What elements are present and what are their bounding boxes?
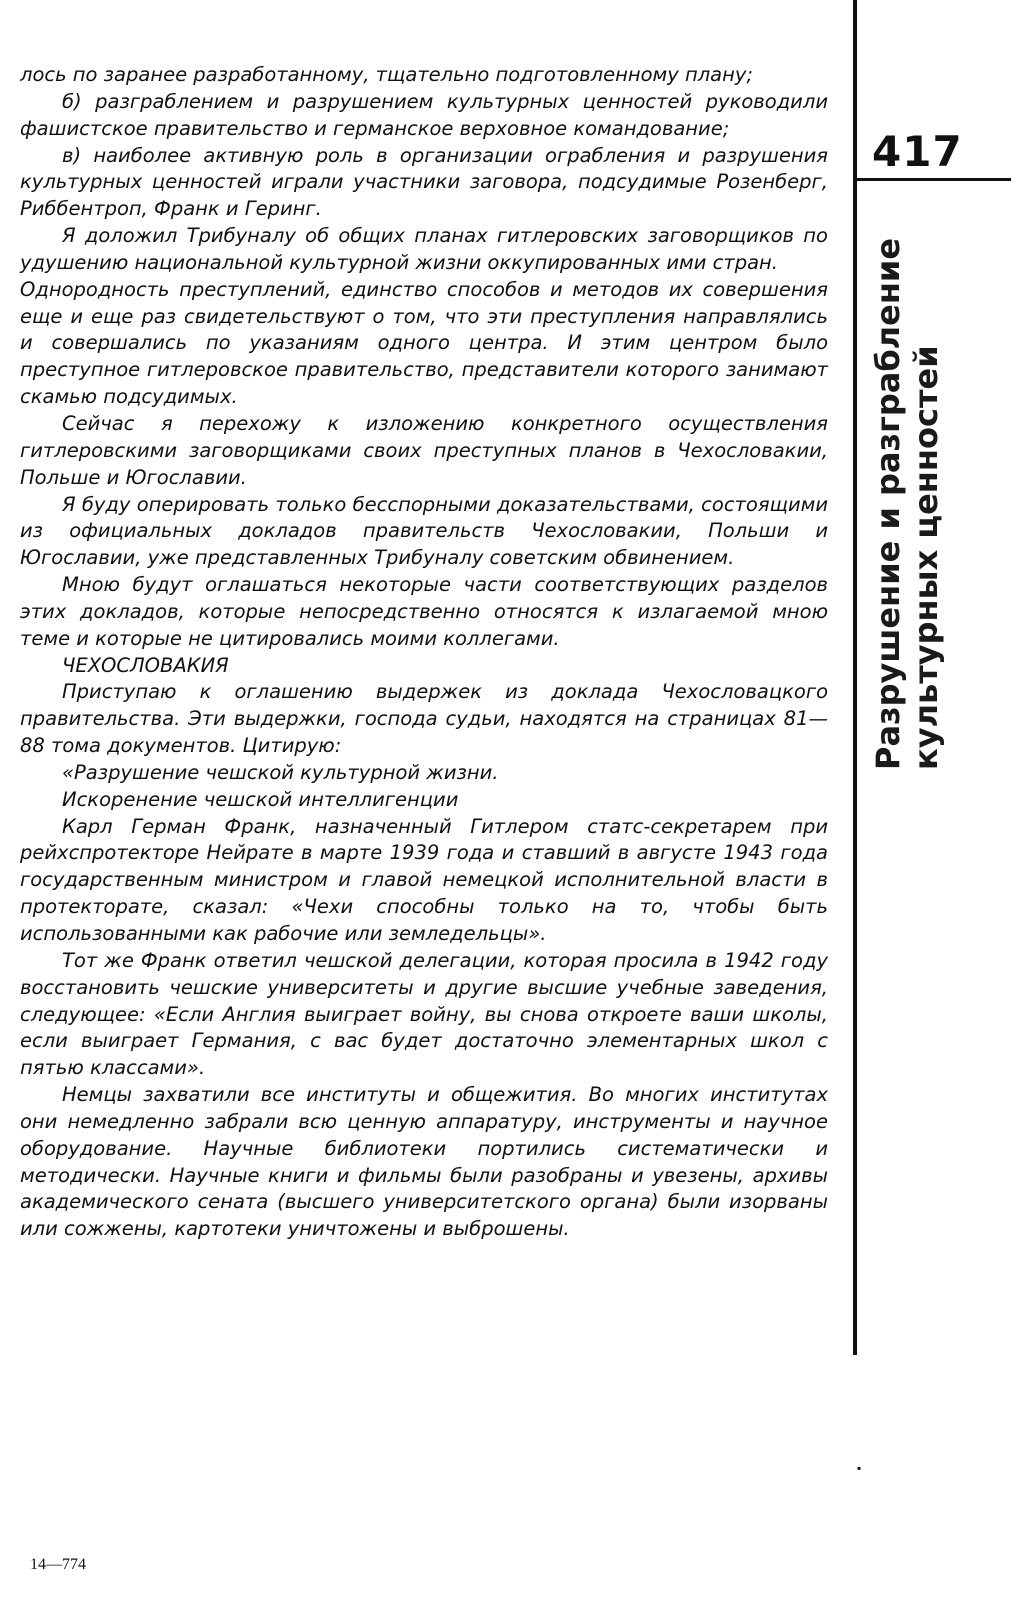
paragraph-4: Я доложил Трибуналу об общих планах гитлеровских заговорщиков по удушению национальной культурной жизни оккупированных ими стран. [20, 224, 828, 274]
paragraph-5: Однородность преступлений, единство способов и методов их совершения еще и еще раз свидетельствуют о том, что эти преступления направлялись и совершались по указаниям одного центра. И этим центром было преступное гитлеровское правительство, представители которого занимают скамью подсудимых. [20, 277, 828, 409]
running-head-line-1: Разрушение и разграбление [869, 237, 907, 770]
paragraph-14: Тот же Франк ответил чешской делегации, которая просила в 1942 году восстановить чешские университеты и другие высшие учебные заведения, следующее: «Если Англия выиграет войну, вы снова откроете ваши школы, если выиграет Германия, с вас будет достаточно элементарных школ с пятью классами». [20, 948, 828, 1080]
section-heading: ЧЕХОСЛОВАКИЯ [62, 653, 229, 677]
paragraph-3: в) наиболее активную роль в организации ограбления и разрушения культурных ценностей играли участники заговора, подсудимые Розенберг, Риббентроп, Франк и Геринг. [20, 143, 828, 221]
paragraph-7: Я буду оперировать только бесспорными доказательствами, состоящими из официальных докладов правительств Чехословакии, Польши и Югославии, уже представленных Трибуналу советским обвинением. [20, 492, 828, 570]
page-number: 417 [872, 127, 963, 176]
margin-vertical-rule [853, 0, 857, 1355]
paragraph-1: лось по заранее разработанному, тщательно подготовленному плану; [20, 63, 753, 86]
main-text-column [20, 62, 828, 1243]
paragraph-11: «Разрушение чешской культурной жизни. [62, 760, 499, 784]
margin-dot-mark: ▪ [857, 1461, 862, 1475]
paragraph-10: Приступаю к оглашению выдержек из доклада Чехословацкого правительства. Эти выдержки, господа судьи, находятся на страницах 81—88 тома документов. Цитирую: [20, 680, 828, 758]
paragraph-8: Мною будут оглашаться некоторые части соответствующих разделов этих докладов, которые непосредственно относятся к излагаемой мною теме и которые не цитировались моими коллегами. [20, 573, 828, 650]
paragraph-15: Немцы захватили все институты и общежития. Во многих институтах они немедленно забрали всю ценную аппаратуру, инструменты и научное оборудование. Научные библиотеки портились систематически и методически. Научные книги и фильмы были разобраны и увезены, архивы академического сената (высшего университетского органа) были изорваны или сожжены, картотеки уничтожены и выброшены. [20, 1083, 828, 1241]
running-head [870, 210, 946, 770]
paragraph-2: б) разграблением и разрушением культурных ценностей руководили фашистское правительство и германское верховное командование; [20, 89, 828, 140]
page-number-rule [853, 178, 1011, 181]
paragraph-13: Карл Герман Франк, назначенный Гитлером статс-секретарем при рейхспротекторе Нейрате в марте 1939 года и ставший в августе 1943 года государственным министром и главой немецкой исполнительной власти в протекторате, сказал: «Чехи способны только на то, чтобы быть использованными как рабочие или земледельцы». [20, 814, 828, 945]
printer-signature: 14—774 [30, 1556, 86, 1573]
paragraph-12: Искоренение чешской интеллигенции [62, 787, 459, 811]
running-head-line-2: культурных ценностей [907, 345, 945, 770]
paragraph-6: Сейчас я перехожу к изложению конкретного осуществления гитлеровскими заговорщиками своих преступных планов в Чехословакии, Польше и Югославии. [20, 411, 828, 489]
